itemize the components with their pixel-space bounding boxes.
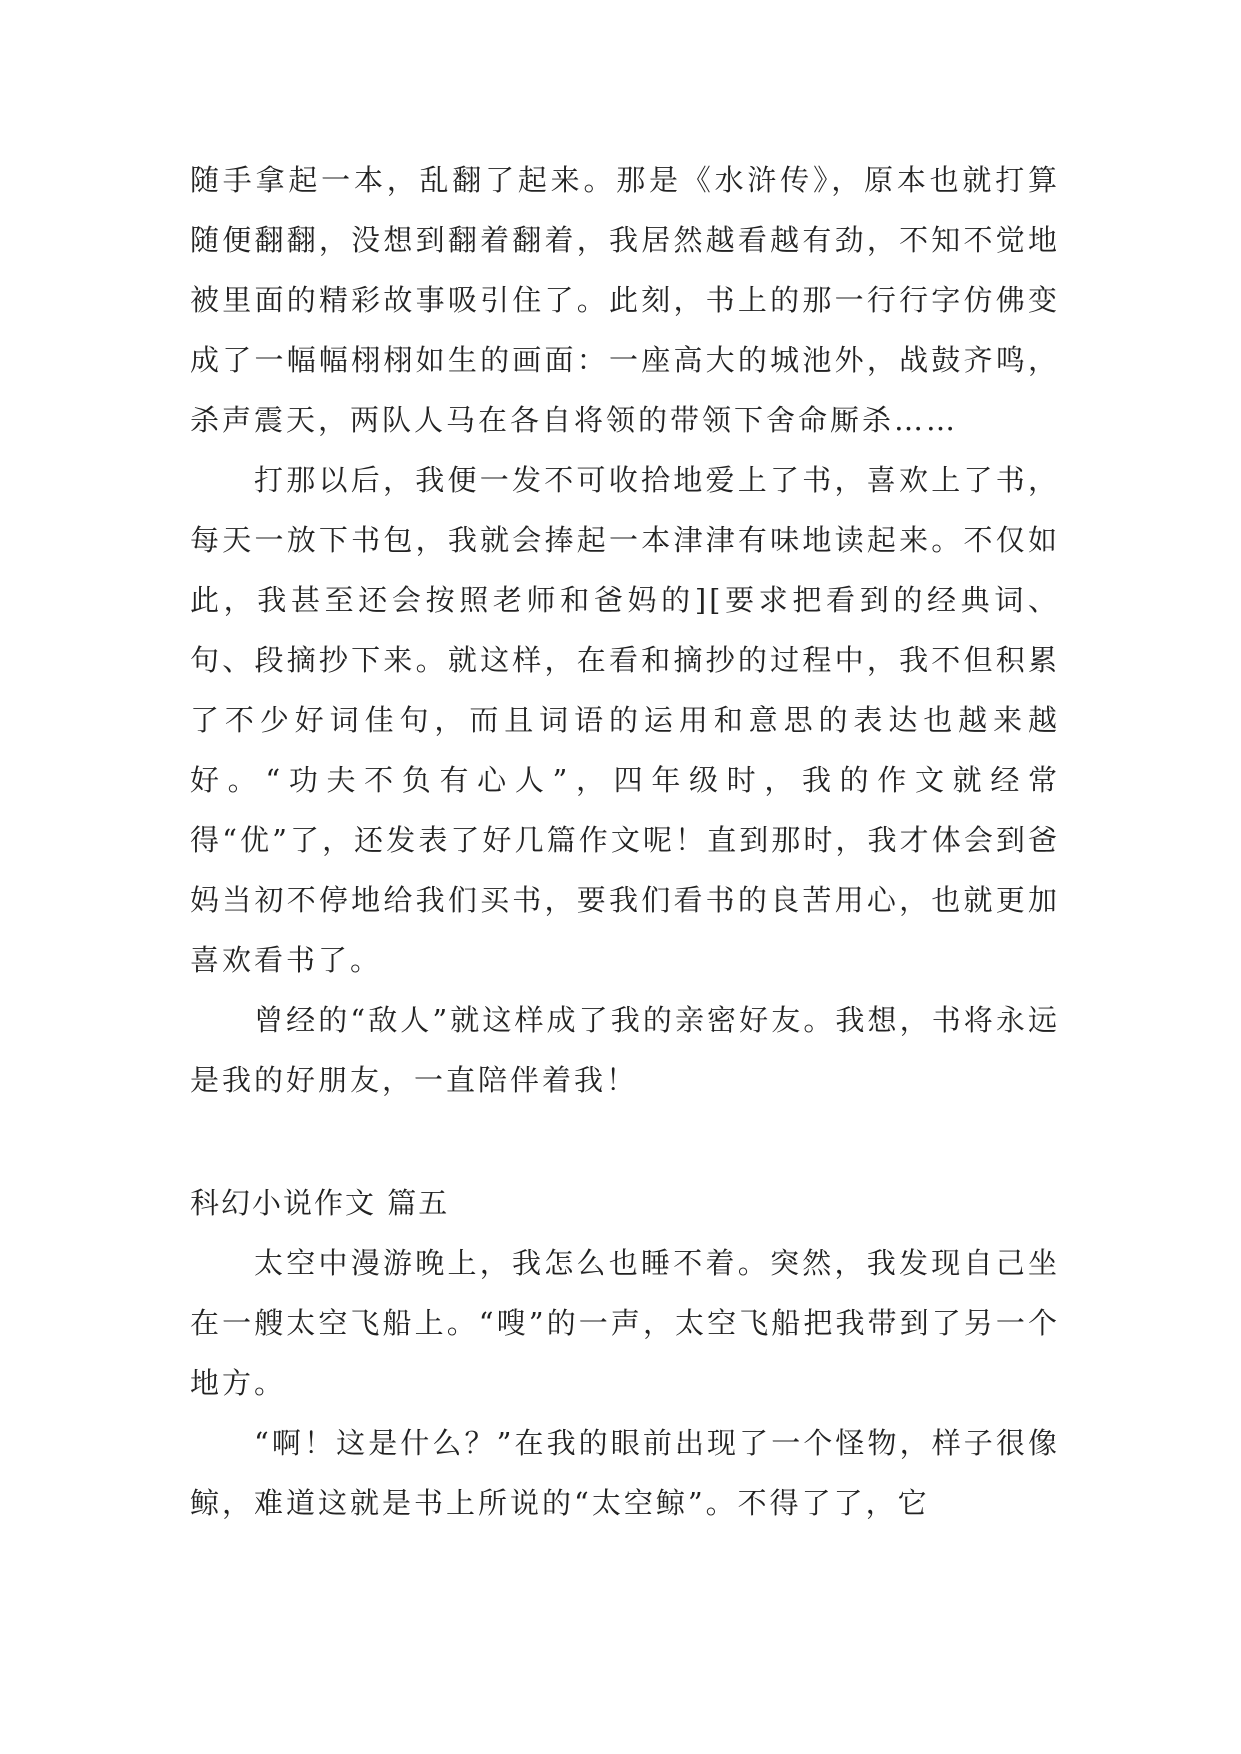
paragraph-continued-shuihu: 随手拿起一本，乱翻了起来。那是《水浒传》，原本也就打算随便翻翻，没想到翻着翻着，我居然越看越有劲，不知不觉地被里面的精彩故事吸引住了。此刻，书上的那一行行字仿佛变成了一幅幅栩栩如生的画面：一座高大的城池外，战鼓齐鸣，杀声震天，两队人马在各自将领的带领下舍命厮杀…… (190, 163, 1060, 437)
paragraph-books-friends: 曾经的“敌人”就这样成了我的亲密好友。我想，书将永远是我的好朋友，一直陪伴着我！ (190, 1003, 1060, 1097)
paragraph-space-whale: “啊！这是什么？”在我的眼前出现了一个怪物，样子很像鲸，难道这就是书上所说的“太空鲸”。不得了了，它 (190, 1426, 1060, 1520)
paragraph-love-of-books: 打那以后，我便一发不可收拾地爱上了书，喜欢上了书，每天一放下书包，我就会捧起一本津津有味地读起来。不仅如此，我甚至还会按照老师和爸妈的][要求把看到的经典词、句、段摘抄下来。就这样，在看和摘抄的过程中，我不但积累了不少好词佳句，而且词语的运用和意思的表达也越来越好。“功夫不负有心人”，四年级时，我的作文就经常得“优”了，还发表了好几篇作文呢！直到那时，我才体会到爸妈当初不停地给我们买书，要我们看书的良苦用心，也就更加喜欢看书了。 (190, 463, 1060, 977)
document-page (190, 150, 1060, 1533)
section-heading: 科幻小说作文 篇五 (190, 1186, 450, 1220)
paragraph-space-travel: 太空中漫游晚上，我怎么也睡不着。突然，我发现自己坐在一艘太空飞船上。“嗖”的一声，太空飞船把我带到了另一个地方。 (190, 1246, 1060, 1400)
